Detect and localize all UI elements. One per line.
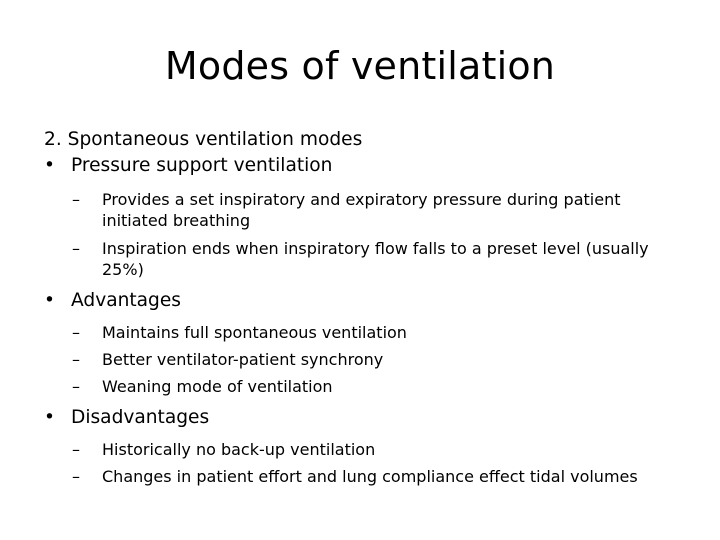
sub-bullet-item [44,439,684,460]
dash-icon: – [72,467,80,486]
sub-bullet-list [44,189,684,280]
bullet-group [44,405,684,487]
bullet-label: Disadvantages [71,407,210,428]
sub-bullet-text: Maintains full spontaneous ventilation [102,323,407,342]
dash-icon: – [72,190,80,209]
sub-bullet-text: Provides a set inspiratory and expiratory pressure during patient initiated breathing [102,190,621,230]
bullet-group [44,153,684,280]
sub-bullet-item [44,376,684,397]
sub-bullet-item [44,189,684,231]
sub-bullet-list [44,322,684,397]
bullet-item [44,288,684,314]
bullet-item [44,153,684,179]
sub-bullet-text: Better ventilator-patient synchrony [102,350,384,369]
bullet-item [44,405,684,431]
slide-body [44,127,684,487]
bullet-group [44,288,684,397]
bullet-icon: • [44,290,55,311]
sub-bullet-text: Weaning mode of ventilation [102,377,333,396]
dash-icon: – [72,440,80,459]
slide-title: Modes of ventilation [164,44,556,88]
dash-icon: – [72,239,80,258]
section-heading: 2. Spontaneous ventilation modes [44,129,363,150]
bullet-label: Advantages [71,290,181,311]
sub-bullet-item [44,349,684,370]
sub-bullet-item [44,466,684,487]
sub-bullet-text: Historically no back-up ventilation [102,440,376,459]
sub-bullet-item [44,322,684,343]
dash-icon: – [72,377,80,396]
bullet-icon: • [44,155,55,176]
sub-bullet-item [44,238,684,280]
sub-bullet-text: Changes in patient effort and lung compliance effect tidal volumes [102,467,638,486]
dash-icon: – [72,350,80,369]
bullet-label: Pressure support ventilation [71,155,333,176]
bullet-icon: • [44,407,55,428]
sub-bullet-text: Inspiration ends when inspiratory flow falls to a preset level (usually 25%) [102,239,649,279]
sub-bullet-list [44,439,684,487]
dash-icon: – [72,323,80,342]
